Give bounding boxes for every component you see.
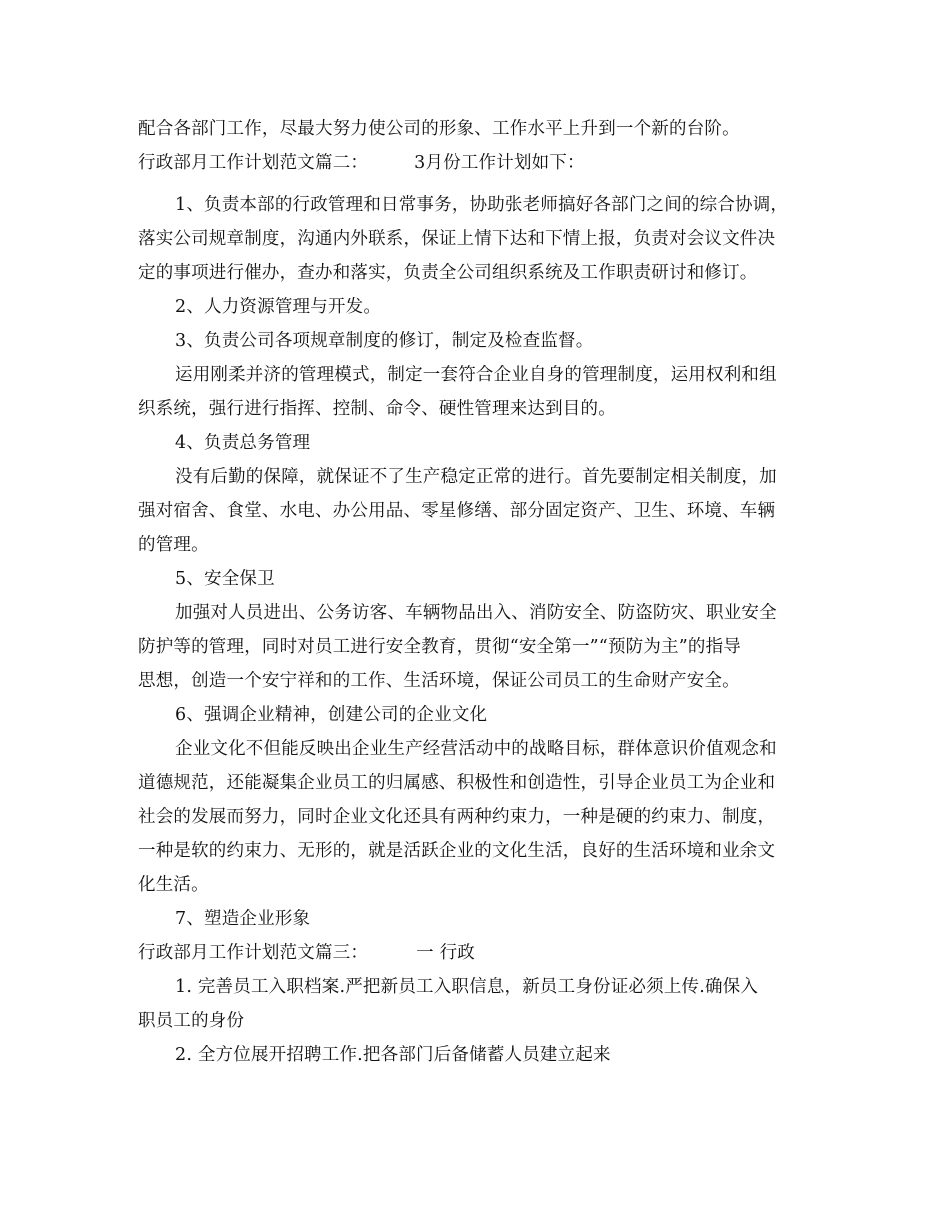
section-title: 行政部月工作计划范文篇三： bbox=[138, 943, 369, 963]
text-line: 5、安全保卫 bbox=[175, 569, 275, 589]
text-line: 2. 全方位展开招聘工作.把各部门后备储蓄人员建立起来 bbox=[175, 1045, 611, 1065]
text-line: 防护等的管理，同时对员工进行安全教育，贯彻“安全第一”“预防为主”的指导 bbox=[138, 637, 741, 657]
section-heading bbox=[138, 941, 475, 965]
text-line: 4、负责总务管理 bbox=[175, 433, 311, 453]
text-line: 配合各部门工作，尽最大努力使公司的形象、工作水平上升到一个新的台阶。 bbox=[138, 119, 740, 139]
text-line: 6、强调企业精神，创建公司的企业文化 bbox=[175, 705, 488, 725]
text-line: 职员工的身份 bbox=[138, 1011, 245, 1031]
text-line: 没有后勤的保障，就保证不了生产稳定正常的进行。首先要制定相关制度，加 bbox=[175, 467, 777, 487]
text-line: 社会的发展而努力，同时企业文化还具有两种约束力，一种是硬的约束力、制度， bbox=[138, 807, 776, 827]
text-line: 织系统，强行进行指挥、控制、命令、硬性管理来达到目的。 bbox=[138, 399, 616, 419]
section-title: 行政部月工作计划范文篇二： bbox=[138, 153, 369, 173]
text-line: 7、塑造企业形象 bbox=[175, 909, 311, 929]
text-line: 道德规范，还能凝集企业员工的归属感、积极性和创造性，引导企业员工为企业和 bbox=[138, 773, 776, 793]
section-heading bbox=[138, 151, 585, 175]
text-line: 一种是软的约束力、无形的，就是活跃企业的文化生活，良好的生活环境和业余文 bbox=[138, 841, 776, 861]
text-line: 思想，创造一个安宁祥和的工作、生活环境，保证公司员工的生命财产安全。 bbox=[138, 671, 740, 691]
text-line: 企业文化不但能反映出企业生产经营活动中的战略目标，群体意识价值观念和 bbox=[175, 739, 777, 759]
text-line: 1、负责本部的行政管理和日常事务，协助张老师搞好各部门之间的综合协调， bbox=[175, 195, 789, 215]
text-line: 2、人力资源管理与开发。 bbox=[175, 297, 382, 317]
text-line: 定的事项进行催办，查办和落实，负责全公司组织系统及工作职责研讨和修订。 bbox=[138, 263, 758, 283]
text-line: 强对宿舍、食堂、水电、办公用品、零星修缮、部分固定资产、卫生、环境、车辆 bbox=[138, 501, 776, 521]
text-line: 加强对人员进出、公务访客、车辆物品出入、消防安全、防盗防灾、职业安全 bbox=[175, 603, 777, 623]
text-line: 运用刚柔并济的管理模式，制定一套符合企业自身的管理制度，运用权利和组 bbox=[175, 365, 777, 385]
text-line: 1. 完善员工入职档案.严把新员工入职信息，新员工身份证必须上传.确保入 bbox=[175, 977, 759, 997]
text-line: 3、负责公司各项规章制度的修订，制定及检查监督。 bbox=[175, 331, 594, 351]
text-line: 的管理。 bbox=[138, 535, 209, 555]
text-line: 落实公司规章制度，沟通内外联系，保证上情下达和下情上报，负责对会议文件决 bbox=[138, 229, 776, 249]
text-line: 化生活。 bbox=[138, 875, 209, 895]
section-subtitle: 3月份工作计划如下： bbox=[414, 153, 585, 173]
section-subtitle: 一 行政 bbox=[416, 943, 475, 963]
